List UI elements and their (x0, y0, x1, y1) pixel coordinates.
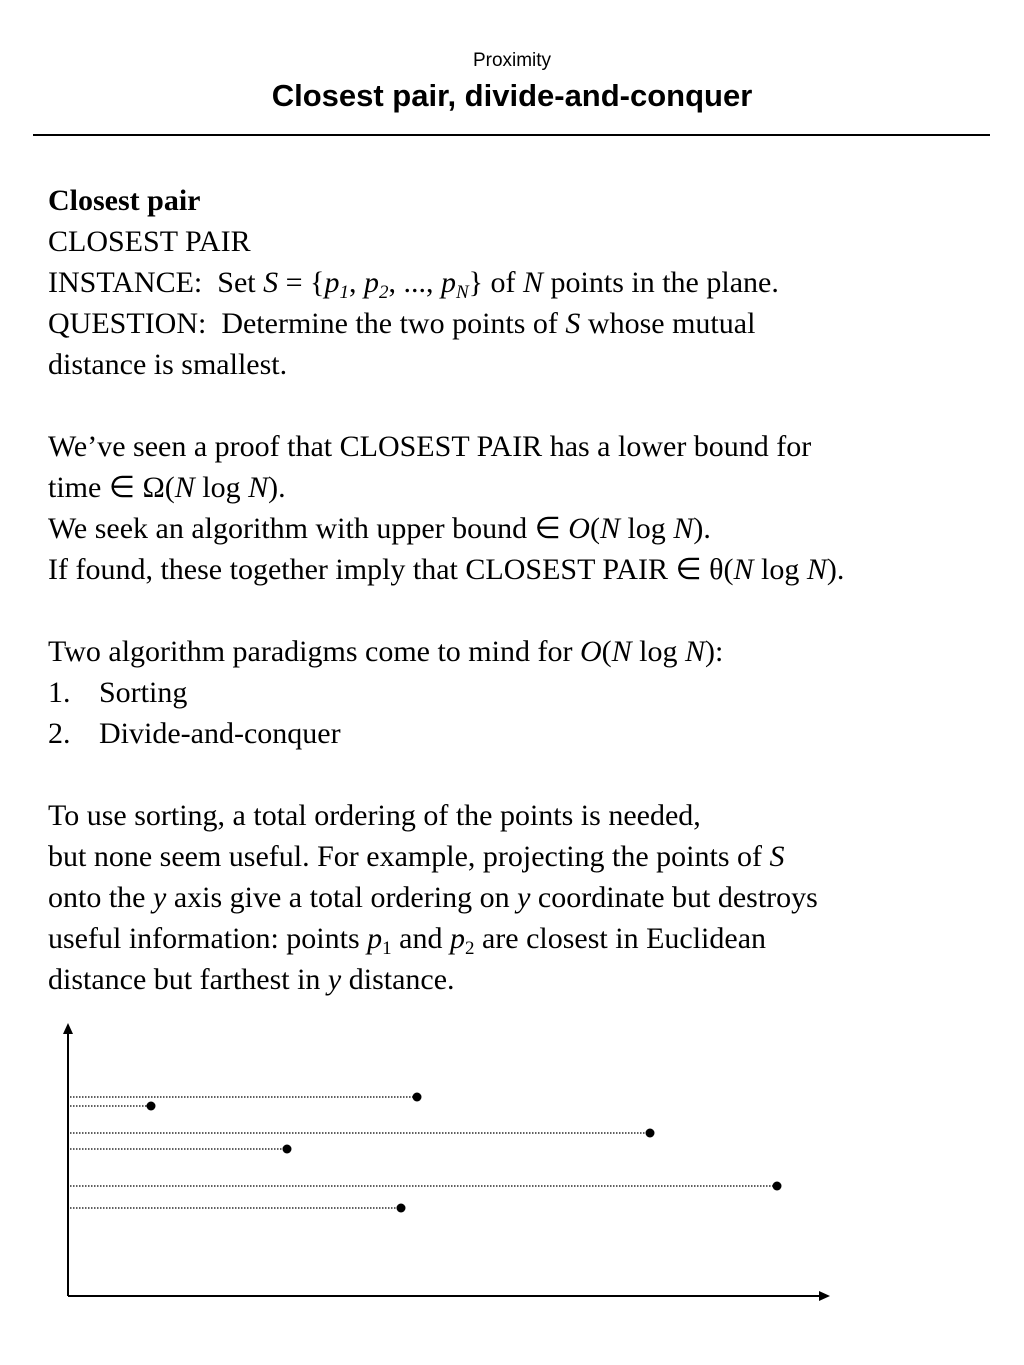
point-marker (773, 1182, 782, 1191)
point-marker (283, 1145, 292, 1154)
section-heading: Closest pair (48, 184, 201, 217)
slide-body (48, 180, 988, 1000)
sorting-paragraph-line: useful information: points $p_1$ and $p_2$ are closest in Euclidean (48, 922, 767, 959)
question-line: QUESTION: Determine the two points of S whose mutual (48, 307, 756, 340)
lower-bound-line: We’ve seen a proof that CLOSEST PAIR has a lower bound for (48, 430, 812, 463)
sorting-paragraph-line: but none seem useful. For example, projecting the points of S (48, 840, 785, 873)
point-marker (397, 1204, 406, 1213)
list-item: 1. Sorting (48, 676, 188, 709)
point-marker (646, 1129, 655, 1138)
slide-subtitle: Proximity (472, 50, 552, 71)
paradigms-intro: Two algorithm paradigms come to mind for O(N log N): (48, 635, 724, 668)
y-axis (63, 1023, 73, 1296)
lower-bound-line-2: time ∈ Ω(N log N). (48, 471, 286, 504)
x-axis (68, 1291, 830, 1301)
list-item: 2. Divide-and-conquer (48, 717, 341, 750)
sorting-paragraph-line: To use sorting, a total ordering of the points is needed, (48, 799, 701, 832)
point-marker (147, 1102, 156, 1111)
instance-line: INSTANCE: Set $S = \{p_1$, $p_2$, ..., $p_N$} of N points in the plane. (48, 266, 779, 303)
theta-line: If found, these together imply that CLOSEST PAIR ∈ θ(N log N). (48, 553, 845, 586)
title-divider (33, 134, 990, 136)
points-layer (70, 1093, 782, 1213)
slide-title: Closest pair, divide-and-conquer (271, 78, 753, 113)
question-line-2: distance is smallest. (48, 348, 288, 381)
problem-name: CLOSEST PAIR (48, 225, 251, 258)
point-marker (413, 1093, 422, 1102)
projection-diagram (0, 1010, 1024, 1330)
sorting-paragraph-line: onto the y axis give a total ordering on y coordinate but destroys (48, 881, 818, 914)
upper-bound-line: We seek an algorithm with upper bound ∈ O(N log N). (48, 512, 711, 545)
sorting-paragraph-line: distance but farthest in y distance. (48, 963, 455, 996)
